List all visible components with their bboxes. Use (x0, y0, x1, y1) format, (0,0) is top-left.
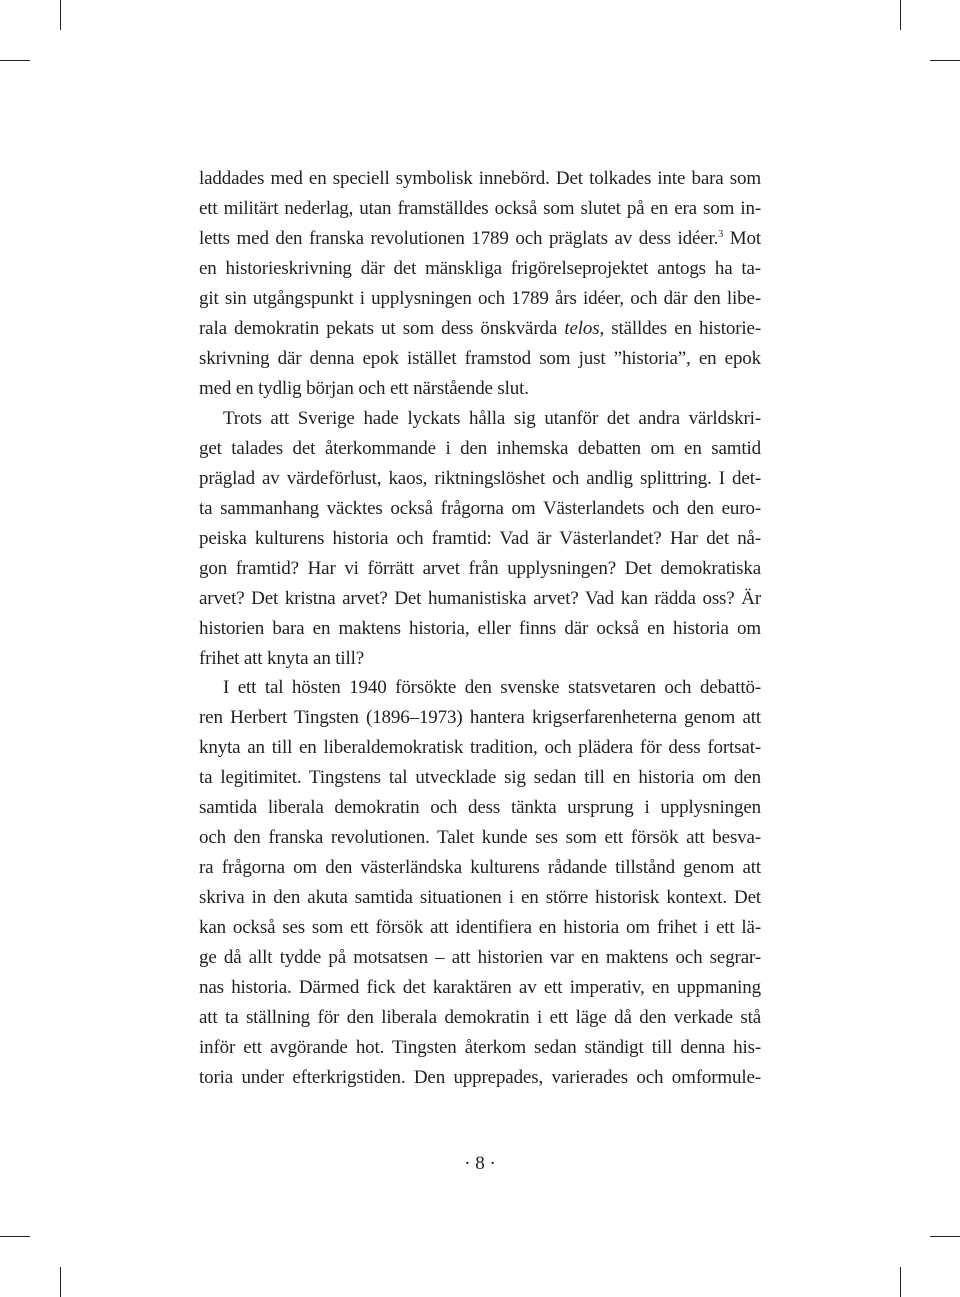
text-line: nas historia. Därmed fick det karaktären av ett imperativ, en uppmaning (199, 977, 761, 999)
body-text (199, 164, 761, 1093)
text-line: skrivning där denna epok istället framstod som just ”historia”, en epok (199, 347, 761, 369)
text-line: frihet att knyta an till? (199, 647, 365, 669)
crop-mark-top-left (0, 60, 30, 61)
crop-mark-bottom-left (0, 1236, 30, 1237)
text-line: ren Herbert Tingsten (1896–1973) hantera krigserfarenheterna genom att (199, 707, 761, 729)
crop-mark-top-right (930, 60, 960, 61)
text-line: och den franska revolutionen. Talet kunde ses som ett försök att besva- (199, 827, 761, 849)
text-line: knyta an till en liberaldemokratisk tradition, och plädera för dess fortsat- (199, 737, 761, 759)
text-line: att ta ställning för den liberala demokratin i ett läge då den verkade stå (199, 1007, 761, 1029)
text-line: ett militärt nederlag, utan framställdes också som slutet på en era som in- (199, 197, 761, 219)
text-line: inför ett avgörande hot. Tingsten återkom sedan ständigt till denna his- (199, 1037, 761, 1059)
text-segment: , ställdes en historie- (599, 317, 762, 339)
text-line: historien bara en maktens historia, eller finns där också en historia om (199, 617, 761, 639)
text-segment: letts med den franska revolutionen 1789 och präglats av dess idéer. (199, 227, 719, 249)
text-line: peiska kulturens historia och framtid: Vad är Västerlandet? Har det nå- (199, 527, 761, 549)
text-line: get talades det återkommande i den inhemska debatten om en samtid (199, 437, 761, 459)
text-line: ra frågorna om den västerländska kulturens rådande tillstånd genom att (199, 857, 761, 879)
text-line: kan också ses som ett försök att identifiera en historia om frihet i ett lä- (199, 917, 761, 939)
crop-mark-bottom-right (930, 1236, 960, 1237)
page-number: · 8 · (464, 1153, 496, 1174)
paragraph (199, 404, 761, 674)
text-line: I ett tal hösten 1940 försökte den svenske statsvetaren och debattö- (223, 677, 761, 699)
text-line: präglad av värdeförlust, kaos, riktningslöshet och andlig splittring. I det- (199, 467, 761, 489)
paragraph (199, 673, 761, 1093)
text-line: ta sammanhang väcktes också frågorna om Västerlandets och den euro- (199, 497, 761, 519)
text-line: ge då allt tydde på motsatsen – att historien var en maktens och segrar- (199, 947, 761, 969)
text-line (199, 224, 761, 254)
text-line: samtida liberala demokratin och dess tänkta ursprung i upplysningen (199, 797, 761, 819)
text-line: laddades med en speciell symbolisk innebörd. Det tolkades inte bara som (199, 168, 761, 189)
text-line: git sin utgångspunkt i upplysningen och 1789 års idéer, och där den libe- (199, 287, 761, 309)
text-line: en historieskrivning där det mänskliga frigörelseprojektet antogs ha ta- (199, 257, 761, 279)
text-segment: Mot (723, 227, 761, 249)
crop-mark-top-left (60, 0, 61, 30)
text-line: med en tydlig början och ett närstående slut. (199, 377, 529, 399)
footnote-reference[interactable]: 3 (718, 228, 724, 240)
crop-mark-top-right (900, 0, 901, 30)
text-line: ta legitimitet. Tingstens tal utvecklade sig sedan till en historia om den (199, 767, 761, 789)
paragraph (199, 164, 761, 404)
text-line: toria under efterkrigstiden. Den upprepades, varierades och omformule- (199, 1067, 761, 1089)
italic-term: telos (564, 317, 600, 339)
text-line: Trots att Sverige hade lyckats hålla sig utanför det andra världskri- (223, 407, 761, 429)
crop-mark-bottom-right (900, 1267, 901, 1297)
text-line (199, 314, 761, 344)
crop-mark-bottom-left (60, 1267, 61, 1297)
text-line: gon framtid? Har vi förrätt arvet från upplysningen? Det demokratiska (199, 557, 761, 579)
text-line: arvet? Det kristna arvet? Det humanistiska arvet? Vad kan rädda oss? Är (199, 587, 761, 609)
text-line: skriva in den akuta samtida situationen i en större historisk kontext. Det (199, 887, 761, 909)
text-segment: rala demokratin pekats ut som dess önskvärda (199, 317, 558, 339)
